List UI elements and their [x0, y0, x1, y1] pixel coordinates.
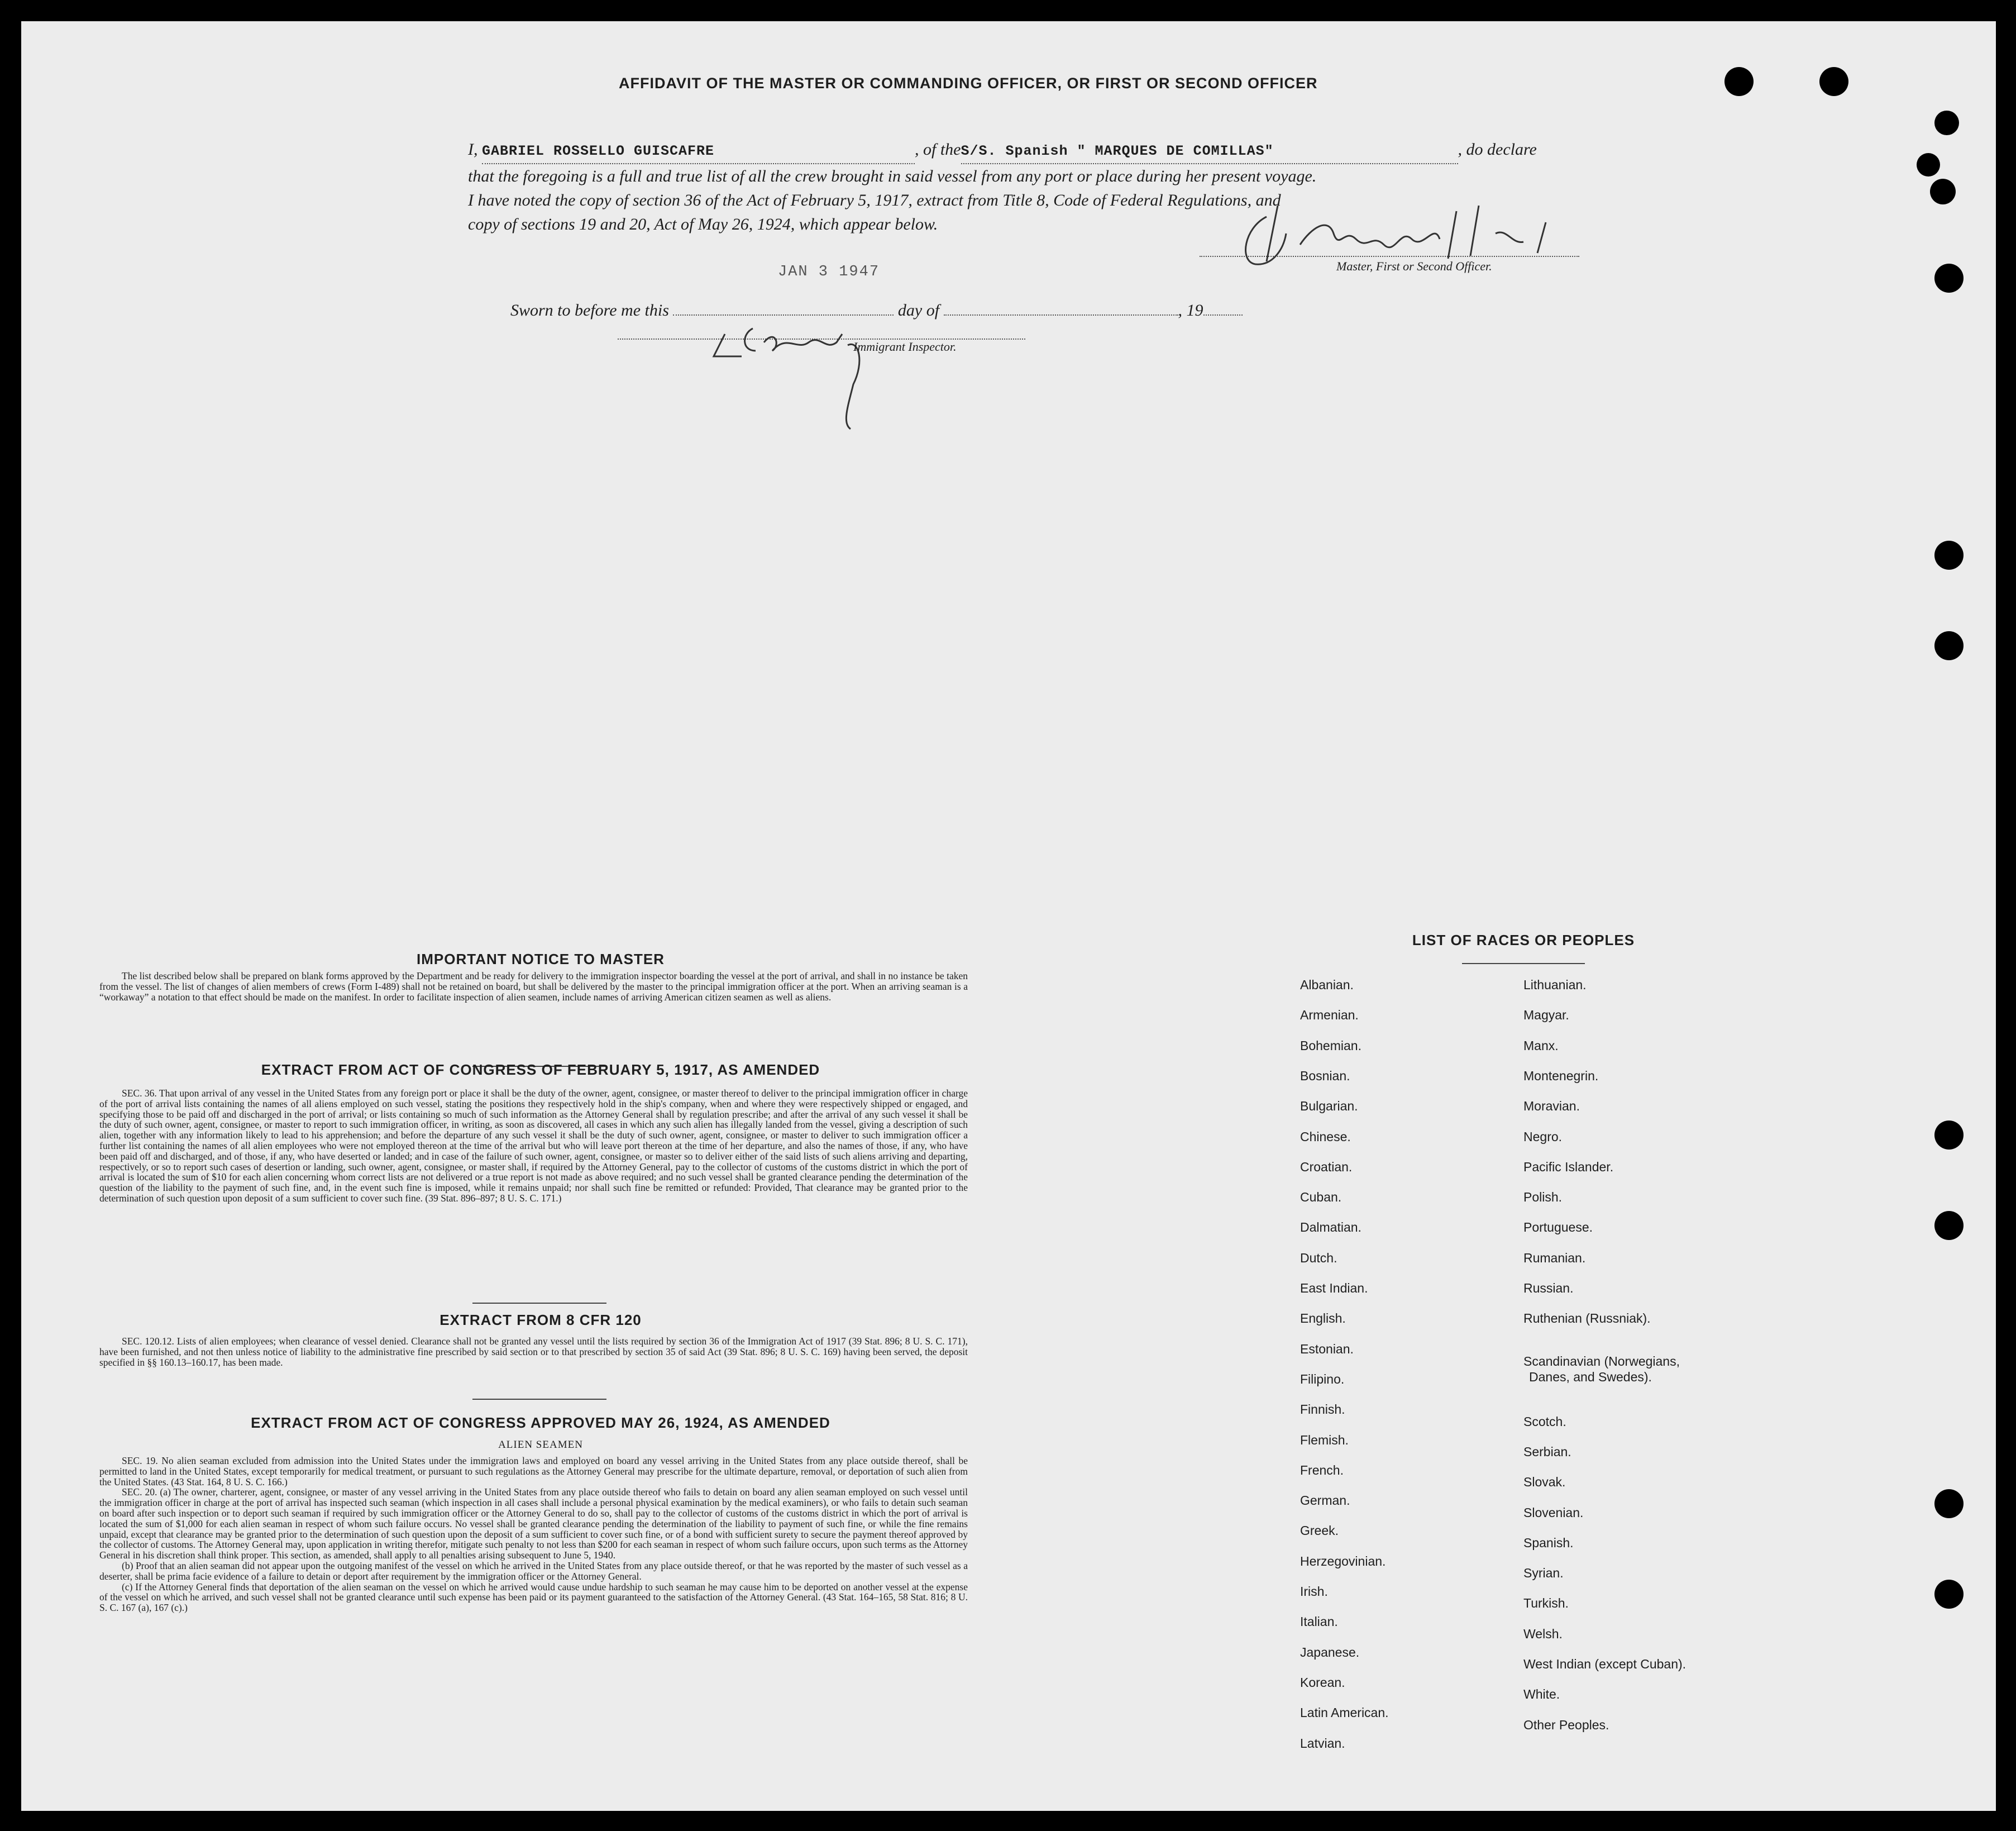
extract-cfr-title: EXTRACT FROM 8 CFR 120: [439, 1312, 642, 1328]
declaration-line-2: that the foregoing is a full and true list of all the crew brought in said vessel from any port or place during her present voyage.: [468, 167, 1317, 185]
punch-hole: [1930, 179, 1956, 204]
race-item: Polish.: [1523, 1190, 1563, 1205]
race-item: Danes, and Swedes).: [1529, 1369, 1652, 1384]
race-item: Portuguese.: [1523, 1220, 1593, 1235]
race-item: Filipino.: [1300, 1371, 1345, 1386]
race-item: Flemish.: [1300, 1432, 1349, 1447]
races-underline: [1462, 963, 1585, 964]
section-divider: [472, 1399, 606, 1400]
notice-title: IMPORTANT NOTICE TO MASTER: [417, 951, 665, 967]
race-item: White.: [1523, 1687, 1560, 1702]
punch-hole: [1934, 264, 1964, 293]
extract-1924-subtitle: ALIEN SEAMEN: [498, 1439, 583, 1451]
race-item: Bosnian.: [1300, 1068, 1350, 1083]
extract-1924-body: [99, 1456, 968, 1613]
punch-hole: [1934, 111, 1959, 135]
race-item: Syrian.: [1523, 1566, 1564, 1581]
race-item: Armenian.: [1300, 1008, 1359, 1023]
punch-hole: [1934, 541, 1964, 570]
race-item: Scandinavian (Norwegians,: [1523, 1353, 1680, 1369]
punch-hole: [1934, 1211, 1964, 1240]
race-item: East Indian.: [1300, 1281, 1368, 1295]
punch-hole: [1934, 1489, 1964, 1518]
extract-1917-body: SEC. 36. That upon arrival of any vessel in the United States from any foreign port or place it shall be the duty of the owner, agent, consignee, or master thereof to deliver to the principal immigration officer in charge of the port of arrival lists containing the names of all aliens employed on such vessel, stating the positions they respectively hold in the ship's company, when and where they were respectively shipped or engaged, and specifying those to be paid off and discharged in the port of arrival; or lists containing so much of such information as the Attorney General shall by regulation prescribe; and after the arrival of any such vessel it shall be the duty of such owner, agent, consignee, or master to report to such immigration officer, in writing, as soon as discovered, all cases in which any such alien has illegally landed from the vessel, giving a description of such alien, together with any information likely to lead to his apprehension; and before the departure of any such vessel it shall be the duty of such owner, agent, consignee, or master to deliver to such immigration officer a further list containing the names of all alien employees who were not employed thereon at the time of the arrival but who will leave port thereon at the time of her departure, and also the names of those, if any, who have been paid off and discharged, and of those, if any, who have deserted or landed; and in case of the failure of such owner, agent, consignee, or master so to deliver either of the said lists of such aliens arriving and departing, respectively, or so to report such cases of desertion or landing, such owner, agent, consignee, or master shall, if required by the Attorney General, pay to the collector of customs of the customs district in which the port of arrival is located the sum of $10 for each alien concerning whom correct lists are not delivered or a true report is not made as above required; and no such vessel shall be granted clearance pending the determination of the question of the liability to the payment of such fine, and, in the event such fine is imposed, while it remains unpaid; nor shall such fine be remitted or refunded: Provided, That clearance may be granted prior to the determination of such question upon deposit of a sum sufficient to cover such fine. (39 Stat. 896–897; 8 U. S. C. 171.): [99, 1088, 968, 1204]
sec-20b: (b) Proof that an alien seaman did not appear upon the outgoing manifest of the vessel on which he arrived in the United States from any place outside thereof, or that he was reported by the master of such vessel as a deserter, shall be prima facie evidence of a failure to detain or deport after requirement by the immigration officer or the Attorney General.: [99, 1560, 968, 1582]
race-item: Irish.: [1300, 1584, 1328, 1599]
race-item: Magyar.: [1523, 1008, 1569, 1023]
race-item: Other Peoples.: [1523, 1717, 1609, 1732]
race-item: Italian.: [1300, 1614, 1338, 1629]
race-item: Estonian.: [1300, 1341, 1354, 1356]
race-item: Pacific Islander.: [1523, 1159, 1614, 1174]
punch-hole: [1934, 631, 1964, 660]
race-item: Welsh.: [1523, 1626, 1563, 1641]
race-item: Slovenian.: [1523, 1505, 1584, 1520]
race-item: Bulgarian.: [1300, 1099, 1358, 1114]
race-item: Montenegrin.: [1523, 1068, 1599, 1083]
race-item: Croatian.: [1300, 1159, 1353, 1174]
declaration-line-4: copy of sections 19 and 20, Act of May 26, 1924, which appear below.: [468, 215, 938, 233]
race-item: Albanian.: [1300, 978, 1354, 992]
punch-hole: [1917, 153, 1940, 177]
vessel-name-field: S/S. Spanish " MARQUES DE COMILLAS": [961, 137, 1458, 164]
race-item: Dutch.: [1300, 1250, 1337, 1265]
sec-20c: (c) If the Attorney General finds that deportation of the alien seaman on the vessel on which he arrived would cause undue hardship to such seaman he may cause him to be deported on another vessel at the expense of the vessel on which he arrived, and such vessel shall not be granted clearance until such expense has been paid or its payment guaranteed to the satisfaction of the Attorney General. (43 Stat. 164–165, 58 Stat. 816; 8 U. S. C. 167 (a), 167 (c).): [99, 1581, 968, 1614]
race-item: Japanese.: [1300, 1644, 1360, 1660]
race-item: Turkish.: [1523, 1596, 1569, 1611]
punch-hole: [1819, 67, 1848, 96]
race-item: Greek.: [1300, 1523, 1339, 1538]
extract-1924-title: EXTRACT FROM ACT OF CONGRESS APPROVED MAY 26, 1924, AS AMENDED: [251, 1414, 830, 1431]
affidavit-title: AFFIDAVIT OF THE MASTER OR COMMANDING OFFICER, OR FIRST OR SECOND OFFICER: [619, 75, 1318, 92]
race-item: Finnish.: [1300, 1402, 1345, 1417]
race-item: Korean.: [1300, 1675, 1345, 1690]
race-item: French.: [1300, 1462, 1344, 1477]
punch-hole: [1724, 67, 1754, 96]
race-item: Russian.: [1523, 1281, 1574, 1295]
punch-hole: [1934, 1580, 1964, 1609]
race-item: Moravian.: [1523, 1099, 1580, 1114]
section-divider: [472, 1303, 606, 1304]
race-item: English.: [1300, 1311, 1346, 1326]
race-item: Scotch.: [1523, 1414, 1566, 1429]
race-item: Bohemian.: [1300, 1038, 1361, 1053]
master-caption: Master, First or Second Officer.: [1336, 259, 1492, 273]
inspector-caption: Immigrant Inspector.: [853, 340, 957, 354]
race-item: Slovak.: [1523, 1475, 1566, 1490]
race-item: Cuban.: [1300, 1190, 1342, 1205]
declaration-line-1: I, GABRIEL ROSSELLO GUISCAFRE , of theS/S. Spanish " MARQUES DE COMILLAS" , do declare: [468, 137, 1585, 164]
race-item: Dalmatian.: [1300, 1220, 1361, 1235]
officer-name-field: GABRIEL ROSSELLO GUISCAFRE: [482, 137, 915, 164]
notice-body: The list described below shall be prepared on blank forms approved by the Department and be ready for delivery to the immigration inspector boarding the vessel at the port of arrival, and shall in no instance be taken from the vessel. The list of changes of alien members of crews (Form I-489) shall not be retained on board, but shall be delivered by the master to the principal immigration officer at the port. When an arriving seaman is a “workaway” a notation to that effect should be made on the manifest. In order to facilitate inspection of alien seamen, include names of arriving American citizen seamen as well as aliens.: [99, 970, 968, 1003]
race-item: Latvian.: [1300, 1735, 1345, 1751]
race-item: Ruthenian (Russniak).: [1523, 1311, 1651, 1326]
race-item: German.: [1300, 1493, 1350, 1508]
sworn-date-stamp: JAN 3 1947: [778, 264, 880, 280]
declaration-line-3: I have noted the copy of section 36 of the Act of February 5, 1917, extract from Title 8, Code of Federal Regulations, and: [468, 191, 1281, 209]
race-item: Rumanian.: [1523, 1250, 1586, 1265]
inspector-signature: [703, 312, 954, 435]
punch-hole: [1934, 1120, 1964, 1150]
race-item: Lithuanian.: [1523, 978, 1587, 992]
race-item: Spanish.: [1523, 1535, 1574, 1550]
extract-1917-title: EXTRACT FROM ACT OF CONGRESS OF FEBRUARY 5, 1917, AS AMENDED: [261, 1061, 820, 1078]
race-item: Chinese.: [1300, 1129, 1351, 1144]
race-item: Herzegovinian.: [1300, 1553, 1386, 1568]
race-item: Serbian.: [1523, 1444, 1571, 1459]
race-item: Latin American.: [1300, 1705, 1389, 1720]
race-item: West Indian (except Cuban).: [1523, 1657, 1687, 1671]
sec-19: SEC. 19. No alien seaman excluded from admission into the United States under the immigration laws and employed on board any vessel arriving in the United States from any place outside thereof, shall be permitted to land in the United States, except temporarily for medical treatment, or pursuant to such regulations as the Attorney General may prescribe for the ultimate departure, removal, or deportation of such alien from the United States. (43 Stat. 164, 8 U. S. C. 166.): [99, 1455, 968, 1487]
race-item: Negro.: [1523, 1129, 1563, 1144]
document-page: [21, 21, 1996, 1811]
sec-20a: SEC. 20. (a) The owner, charterer, agent, consignee, or master of any vessel arriving in the United States from any place outside thereof who fails to detain on board any alien seaman employed on such vessel until the immigration officer in charge at the port of arrival has inspected such seaman (which inspection in all cases shall include a personal physical examination by the medical examiners), or who fails to detain such seaman on board after such inspection or to deport such seaman if required by such immigration officer or the Attorney General to do so, shall pay to the collector of customs of the customs district in which the port of arrival is located the sum of $1,000 for each alien seaman in respect of whom such failure occurs. No vessel shall be granted clearance pending the determination of the liability to payment of such fine, or while the fine remains unpaid, except that clearance may be granted prior to the determination of such question upon the deposit of a sum sufficient to cover such fine, or of a bond with sufficient surety to secure the payment thereof approved by the collector of customs. The Attorney General may, upon application in writing therefor, mitigate such penalty to not less than $200 for each seaman in respect of whom such failure occurs, upon such terms as the Attorney General in his discretion shall think proper. This section, as amended, shall apply to all penalties arising subsequent to June 5, 1940.: [99, 1486, 968, 1561]
sworn-line: Sworn to before me this day of , 19: [510, 298, 1348, 322]
races-title: LIST OF RACES OR PEOPLES: [1412, 932, 1635, 948]
extract-cfr-body: SEC. 120.12. Lists of alien employees; when clearance of vessel denied. Clearance shall not be granted any vessel until the lists required by section 36 of the Immigration Act of 1917 (39 Stat. 896; 8 U. S. C. 171), have been furnished, and not then unless notice of liability to the administrative fine prescribed by said section or to that prescribed by section 35 of said Act (39 Stat. 896; 8 U. S. C. 169) having been served, the deposit specified in §§ 160.13–160.17, has been made.: [99, 1336, 968, 1368]
race-item: Manx.: [1523, 1038, 1559, 1053]
